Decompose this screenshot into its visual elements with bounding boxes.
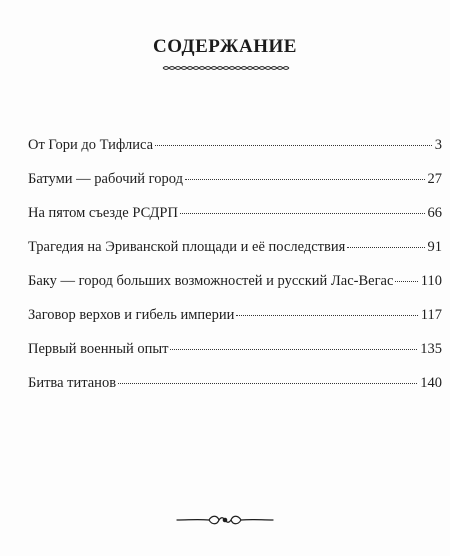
toc-entry[interactable] — [28, 375, 442, 409]
flourish-icon — [175, 514, 275, 526]
dot-leader — [170, 349, 417, 350]
toc-entry-title: Батуми — рабочий город — [28, 171, 183, 187]
page-title: СОДЕРЖАНИЕ — [153, 36, 297, 57]
toc-entry[interactable] — [28, 341, 442, 375]
toc-entry[interactable] — [28, 307, 442, 341]
toc-entry-page: 110 — [420, 273, 442, 289]
toc-entry-page: 140 — [420, 375, 442, 391]
dot-leader — [395, 281, 417, 282]
ornament-divider-icon — [161, 64, 291, 72]
dot-leader — [347, 247, 424, 248]
dot-leader — [155, 145, 432, 146]
toc-entry[interactable] — [28, 273, 442, 307]
toc-entry-page: 117 — [420, 307, 442, 323]
dot-leader — [180, 213, 425, 214]
toc-entry[interactable] — [28, 239, 442, 273]
toc-entry[interactable] — [28, 205, 442, 239]
toc-entry-title: Заговор верхов и гибель империи — [28, 307, 235, 323]
toc-entry-title: Трагедия на Эриванской площади и её последствия — [28, 239, 346, 255]
toc-entry-page: 91 — [427, 239, 442, 255]
toc-entry-title: На пятом съезде РСДРП — [28, 205, 178, 221]
toc-entry-page: 3 — [434, 137, 442, 153]
toc-entry-page: 135 — [420, 341, 442, 357]
table-of-contents — [28, 137, 442, 409]
toc-entry[interactable] — [28, 137, 442, 171]
toc-entry-page: 27 — [427, 171, 442, 187]
dot-leader — [185, 179, 425, 180]
toc-entry-title: Битва титанов — [28, 375, 117, 391]
toc-entry-title: Баку — город больших возможностей и русский Лас-Вегас — [28, 273, 394, 289]
toc-entry-title: От Гори до Тифлиса — [28, 137, 154, 153]
toc-entry-page: 66 — [427, 205, 442, 221]
dot-leader — [236, 315, 417, 316]
toc-entry[interactable] — [28, 171, 442, 205]
dot-leader — [118, 383, 417, 384]
toc-entry-title: Первый военный опыт — [28, 341, 169, 357]
